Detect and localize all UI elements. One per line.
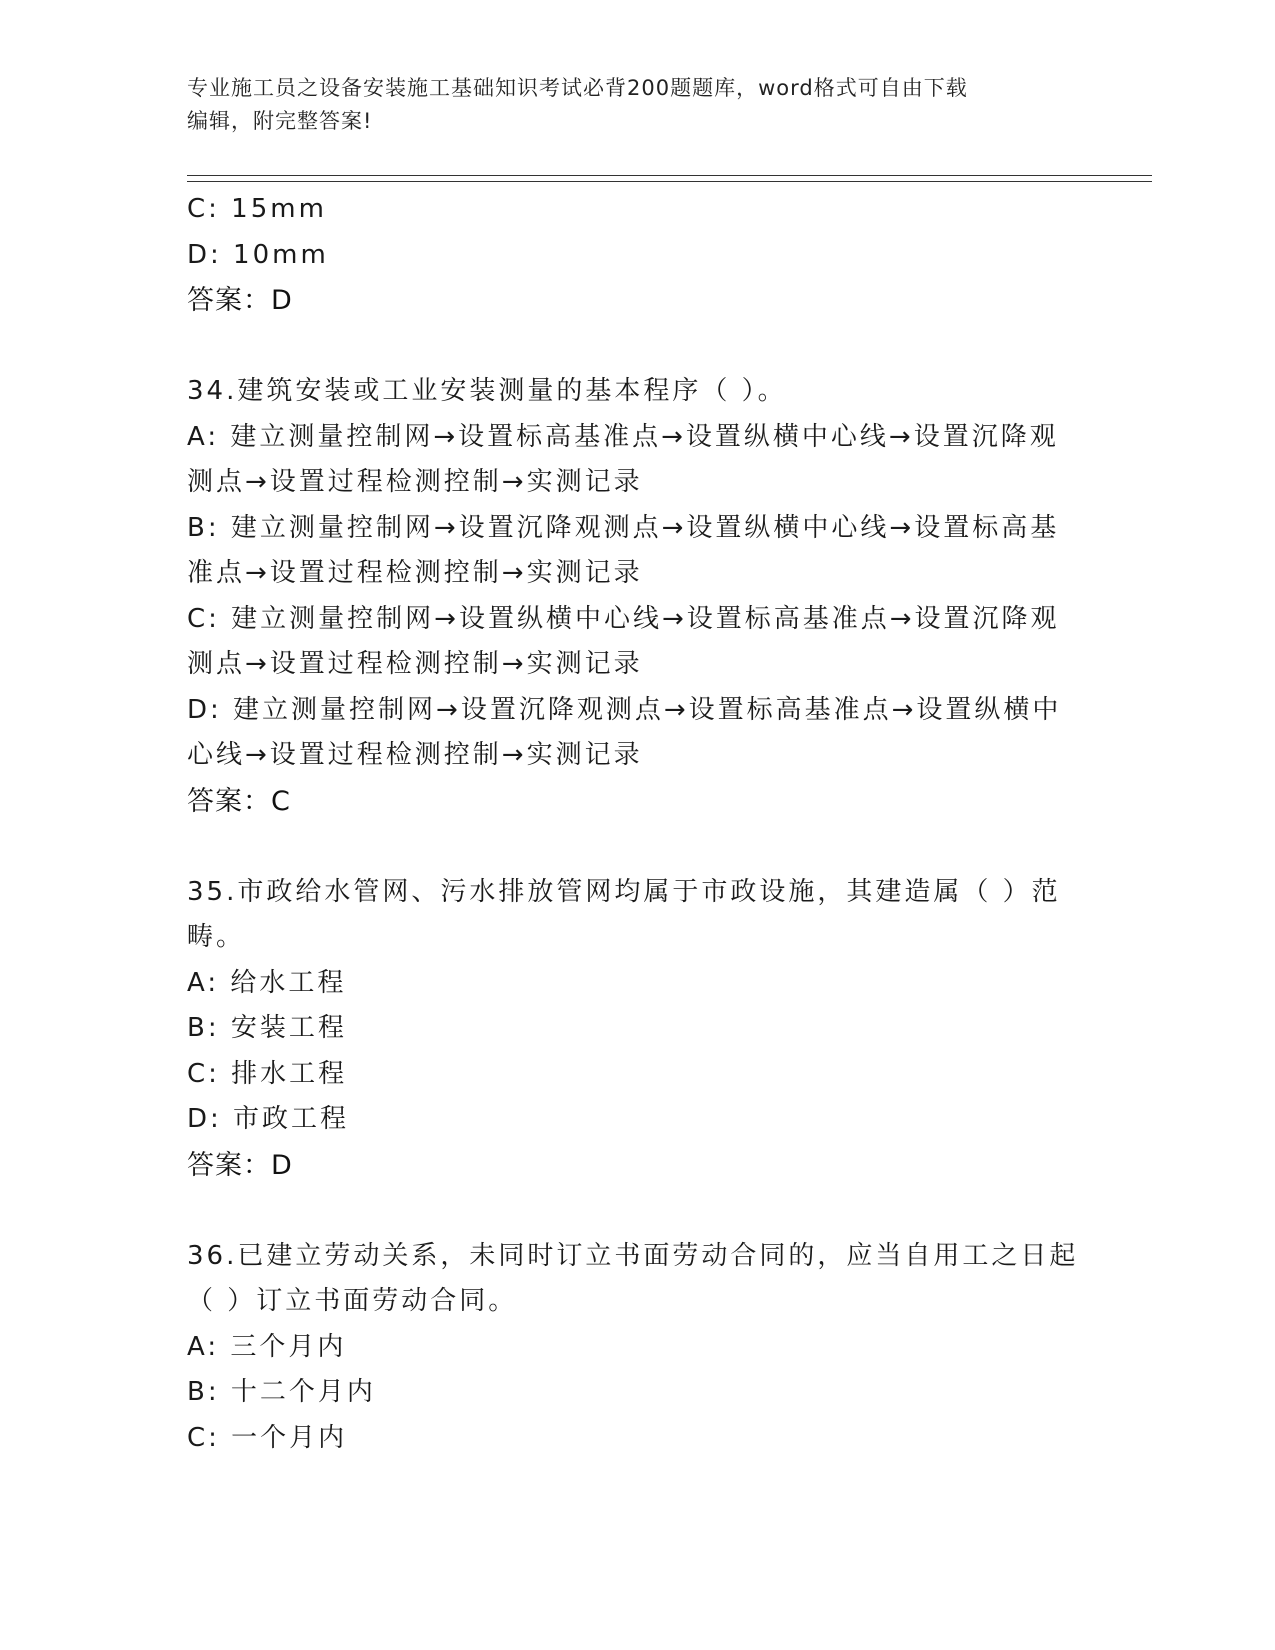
option-a	[187, 415, 1087, 506]
answer-line: 答案：D	[187, 285, 293, 316]
option-d: D: 市政工程	[187, 1104, 350, 1134]
question-stem: 36.已建立劳动关系，未同时订立书面劳动合同的，应当自用工之日起	[187, 1240, 1079, 1271]
option-text-line: A: 建立测量控制网→设置标高基准点→设置纵横中心线→设置沉降观	[187, 421, 1059, 452]
option-a: A: 给水工程	[187, 967, 347, 998]
answer-line: 答案：D	[187, 1149, 293, 1181]
option-text-line: C: 建立测量控制网→设置纵横中心线→设置标高基准点→设置沉降观	[187, 603, 1060, 634]
option-text-line: 测点→设置过程检测控制→实测记录	[187, 649, 643, 679]
option-c	[187, 597, 1087, 688]
question-stem: 畴。	[187, 922, 246, 952]
header-divider-thick	[187, 175, 1152, 176]
option-c: C: 15mm	[187, 194, 327, 224]
option-text-line: 测点→设置过程检测控制→实测记录	[187, 467, 643, 497]
spacer	[187, 824, 1087, 870]
header-title-line-2: 编辑，附完整答案!	[187, 109, 373, 133]
spacer	[187, 324, 1087, 370]
header-title-line-1: 专业施工员之设备安装施工基础知识考试必背200题题库，word格式可自由下载	[187, 76, 968, 100]
option-text-line: 心线→设置过程检测控制→实测记录	[187, 740, 643, 770]
option-c: C: 排水工程	[187, 1058, 348, 1089]
option-b: B: 安装工程	[187, 1013, 347, 1043]
option-d	[187, 688, 1087, 779]
option-d: D: 10mm	[187, 239, 329, 270]
header-divider-thin	[187, 181, 1152, 182]
spacer	[187, 1188, 1087, 1234]
answer-line: 答案：C	[187, 785, 291, 817]
document-header	[187, 72, 1067, 138]
option-c: C: 一个月内	[187, 1422, 348, 1453]
option-text-line: D: 建立测量控制网→设置沉降观测点→设置标高基准点→设置纵横中	[187, 694, 1062, 725]
question-stem: 35.市政给水管网、污水排放管网均属于市政设施，其建造属（ ）范	[187, 876, 1061, 907]
option-text-line: B: 建立测量控制网→设置沉降观测点→设置纵横中心线→设置标高基	[187, 512, 1060, 543]
question-stem: （ ）订立书面劳动合同。	[187, 1286, 518, 1316]
option-a: A: 三个月内	[187, 1331, 347, 1362]
option-text-line: 准点→设置过程检测控制→实测记录	[187, 558, 643, 588]
question-36	[187, 1234, 1087, 1462]
question-35	[187, 870, 1087, 1189]
option-b: B: 十二个月内	[187, 1377, 376, 1407]
question-34	[187, 369, 1087, 824]
question-stem: 34.建筑安装或工业安装测量的基本程序（ ）。	[187, 376, 787, 406]
question-list	[187, 187, 1087, 1461]
option-b	[187, 506, 1087, 597]
question-33-fragment	[187, 187, 1087, 324]
